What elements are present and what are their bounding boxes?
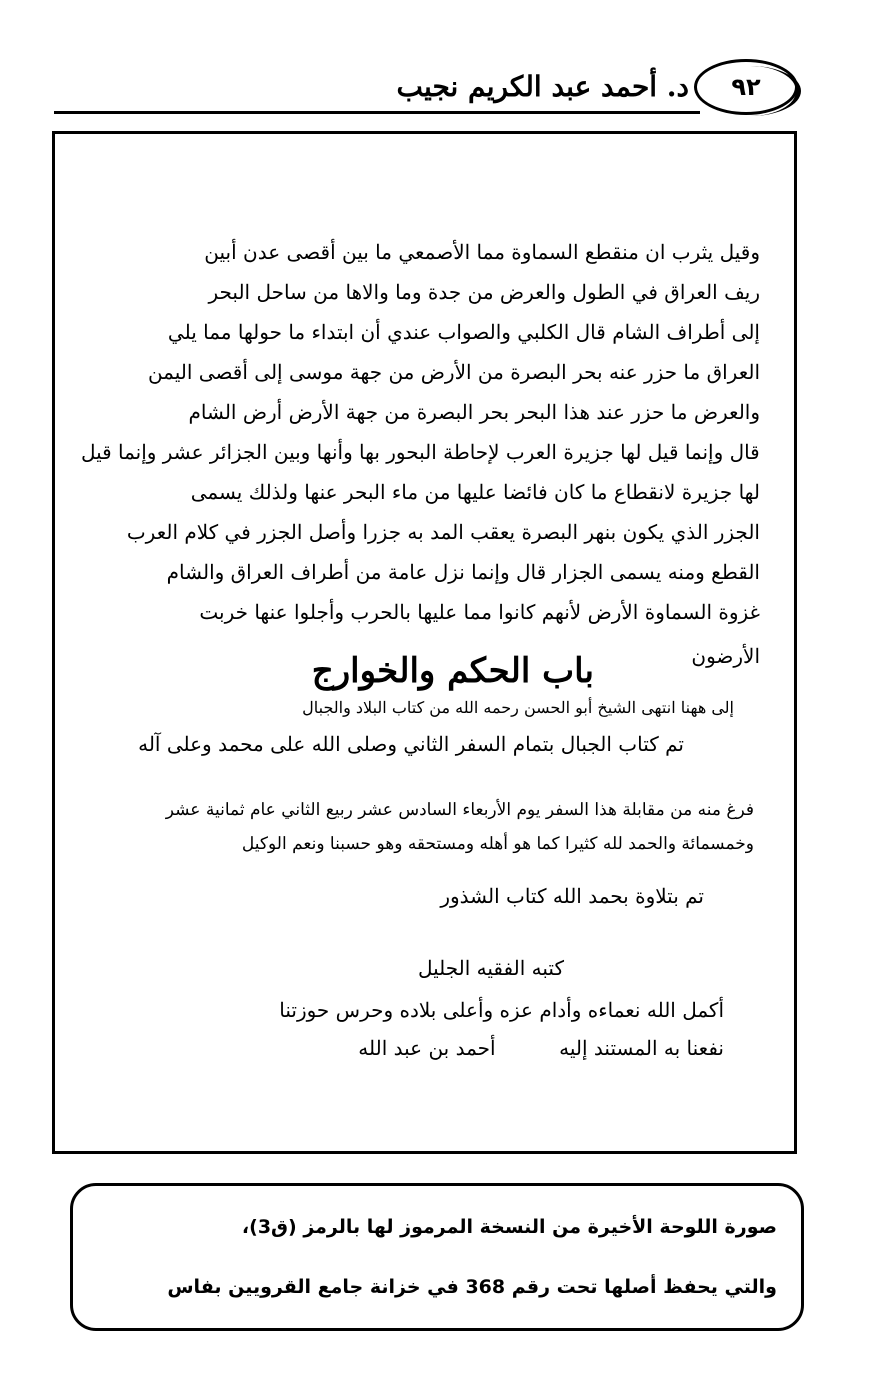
header-rule	[54, 111, 700, 114]
manuscript-line: لها جزيرة لانقطاع ما كان فائضا عليها من ماء البحر عنها ولذلك يسمى	[190, 480, 760, 504]
author-name: د. أحمد عبد الكريم نجيب	[396, 70, 689, 103]
manuscript-line: قال وإنما قيل لها جزيرة العرب لإحاطة البحور بها وأنها وبين الجزائر عشر وإنما قيل	[81, 440, 760, 464]
manuscript-line: غزوة السماوة الأرض لأنهم كانوا مما عليها بالحرب وأجلوا عنها خربت	[199, 600, 760, 624]
manuscript-line: الأرضون	[691, 644, 760, 668]
manuscript-line: الجزر الذي يكون بنهر البصرة يعقب المد به جزرا وأصل الجزر في كلام العرب	[126, 520, 760, 544]
colophon-line: تم بتلاوة بحمد الله كتاب الشذور	[440, 884, 704, 908]
caption-box	[70, 1183, 804, 1331]
page-number-badge	[694, 59, 798, 115]
manuscript-line: العراق ما حزر عنه بحر البصرة من الأرض من جهة موسى إلى أقصى اليمن	[147, 360, 760, 384]
manuscript-heading: باب الحكم والخوارج	[311, 651, 594, 691]
caption-line-2: والتي يحفظ أصلها تحت رقم 368 في خزانة جامع القرويين بفاس	[167, 1276, 777, 1298]
colophon-line: إلى ههنا انتهى الشيخ أبو الحسن رحمه الله من كتاب البلاد والجبال	[302, 698, 734, 717]
colophon-line: تم كتاب الجبال بتمام السفر الثاني وصلى الله على محمد وعلى آله	[138, 732, 684, 756]
colophon-line: أكمل الله نعماءه وأدام عزه وأعلى بلاده وحرس حوزتنا	[279, 998, 724, 1022]
colophon-line: وخمسمائة والحمد لله كثيرا كما هو أهله ومستحقه وهو حسبنا ونعم الوكيل	[241, 834, 754, 854]
manuscript-line: والعرض ما حزر عند هذا البحر بحر البصرة من جهة الأرض أرض الشام	[188, 400, 760, 424]
manuscript-image	[52, 131, 797, 1154]
colophon-line: نفعنا به المستند إليه أحمد بن عبد الله	[358, 1036, 724, 1060]
colophon-line: فرغ منه من مقابلة هذا السفر يوم الأربعاء السادس عشر ربيع الثاني عام ثمانية عشر	[165, 800, 754, 820]
manuscript-line: إلى أطراف الشام قال الكلبي والصواب عندي أن ابتداء ما حولها مما يلي	[167, 320, 760, 344]
page-number: ٩٢	[731, 73, 761, 101]
manuscript-line: القطع ومنه يسمى الجزار قال وإنما نزل عامة من أطراف العراق والشام	[166, 560, 760, 584]
caption-line-1: صورة اللوحة الأخيرة من النسخة المرموز لها بالرمز (ق3)،	[241, 1216, 777, 1238]
manuscript-line: ريف العراق في الطول والعرض من جدة وما والاها من ساحل البحر	[208, 280, 760, 304]
colophon-line: كتبه الفقيه الجليل	[417, 956, 564, 980]
manuscript-line: وقيل يثرب ان منقطع السماوة مما الأصمعي ما بين أقصى عدن أبين	[204, 240, 760, 264]
